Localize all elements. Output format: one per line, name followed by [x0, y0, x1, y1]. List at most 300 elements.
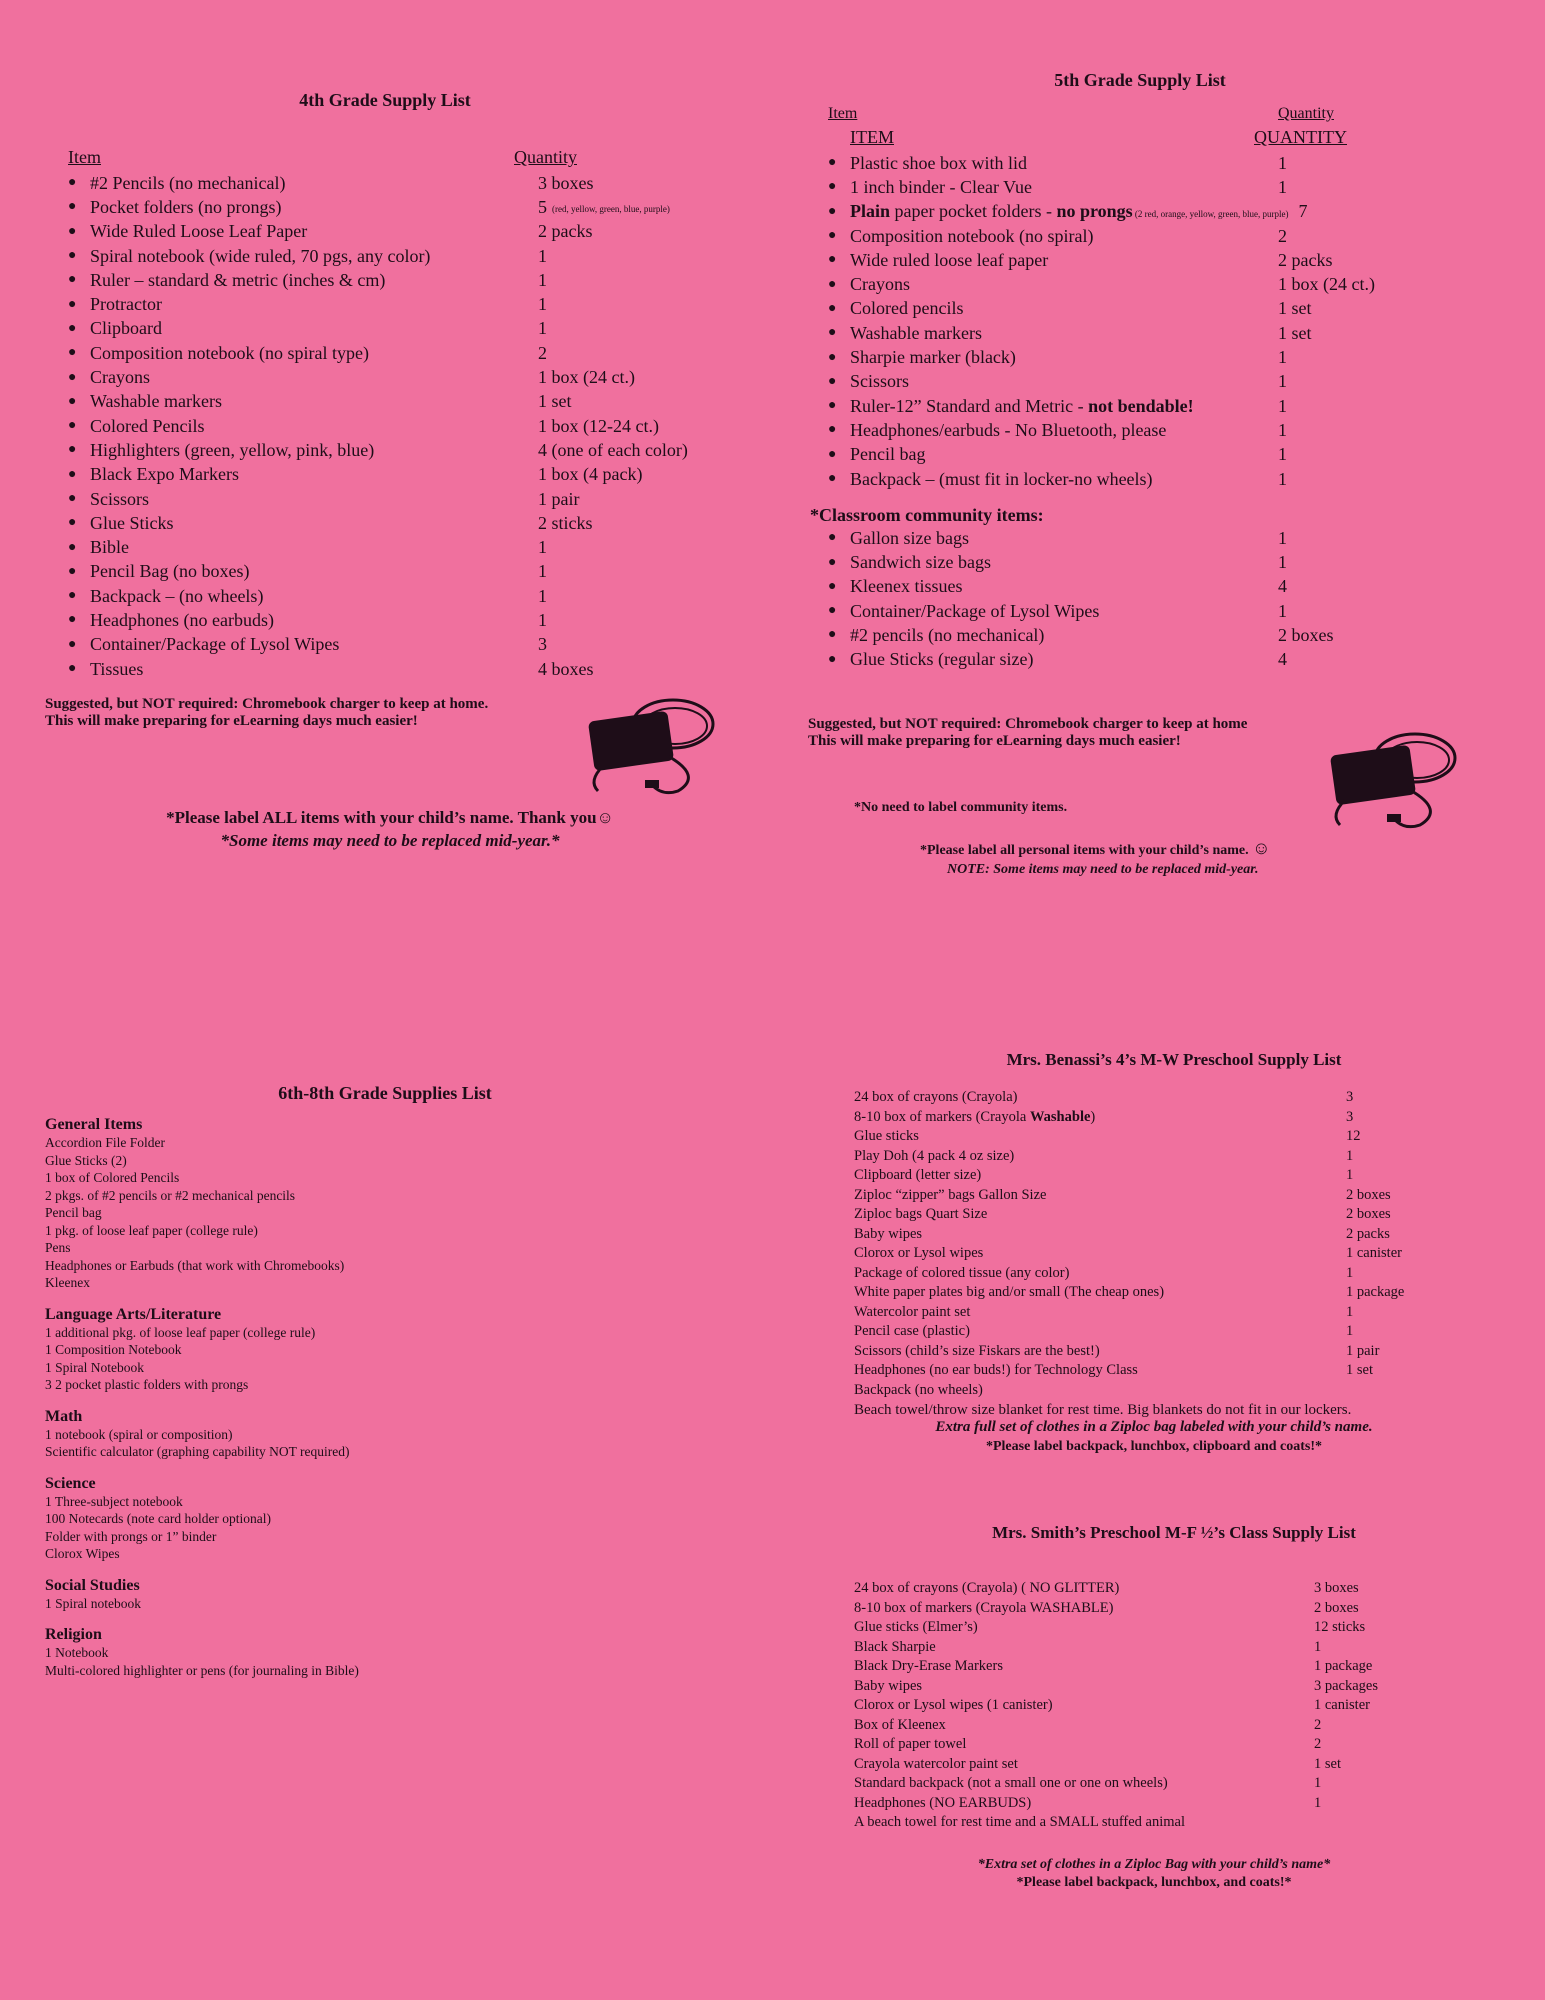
item-name [854, 1716, 1314, 1736]
item-qty: 3 packages [1314, 1677, 1379, 1694]
item-name [90, 221, 307, 242]
subject-section [45, 1408, 745, 1461]
list-item [828, 224, 1510, 248]
item-name-text: 8-10 box of markers (Crayola [854, 1108, 1030, 1125]
item-name [90, 294, 162, 315]
item-name-text: Clorox or Lysol wipes (1 canister) [854, 1697, 1053, 1714]
subject-section [45, 1577, 745, 1613]
item-name-text: Gallon size bags [850, 527, 969, 548]
item-name-text: Container/Package of Lysol Wipes [850, 600, 1100, 621]
item-name-text: #2 Pencils (no mechanical) [90, 172, 286, 193]
item-name-text: Highlighters (green, yellow, pink, blue) [90, 439, 375, 460]
item-qty: 1 [1346, 1147, 1354, 1164]
smith-table [854, 1579, 1378, 1833]
item-name-text: Headphones (no ear buds!) for Technology Class [854, 1362, 1138, 1379]
item-name-text: Ruler – standard & metric (inches & cm) [90, 269, 386, 290]
list-item [68, 487, 745, 511]
subject-item: 3 2 pocket plastic folders with prongs [45, 1377, 249, 1392]
item-qty: 1 set [538, 391, 572, 412]
item-name-text: Pencil case (plastic) [854, 1323, 970, 1340]
item-name-text: Black Sharpie [854, 1638, 936, 1655]
subject-item: Headphones or Earbuds (that work with Chromebooks) [45, 1257, 345, 1273]
item-name-text: Baby wipes [854, 1225, 923, 1242]
item-name-text: 24 box of crayons (Crayola) ( NO GLITTER) [854, 1580, 1120, 1597]
list-item [828, 526, 1510, 550]
item-name-text: Spiral notebook (wide ruled, 70 pgs, any color) [90, 245, 431, 266]
item-qty: 3 boxes [1314, 1580, 1359, 1597]
table-row [854, 1303, 1404, 1323]
item-name-text: Black Expo Markers [90, 464, 239, 485]
grade5-label-note: *Please label all personal items with your child’s name. [920, 843, 1249, 858]
bullet-icon: ● [68, 491, 77, 506]
item-qty: 1 [538, 269, 547, 290]
bullet-icon: ● [68, 515, 77, 531]
grade5-label-note-wrap [920, 838, 1271, 859]
item-qty: 1 [1278, 152, 1287, 173]
grade4-col-item: Item [68, 147, 101, 167]
bullet-icon: ● [68, 199, 77, 215]
list-item [828, 151, 1510, 175]
item-name [850, 201, 1289, 222]
item-name [850, 601, 1099, 622]
table-row [854, 1166, 1404, 1186]
bullet-icon: ● [828, 578, 837, 594]
item-name [90, 173, 285, 194]
item-name [850, 177, 1032, 198]
item-qty: 1 [538, 245, 547, 266]
item-qty: 1 [1278, 347, 1287, 368]
item-name-text: Backpack – (must fit in locker-no wheels) [850, 468, 1153, 489]
item-name-text: Ziploc bags Quart Size [854, 1206, 988, 1223]
item-name-text: Kleenex tissues [850, 576, 963, 597]
item-name-bold: no prongs [1056, 201, 1133, 222]
subject-item: 1 Spiral Notebook [45, 1359, 144, 1375]
list-item [828, 623, 1510, 647]
table-row [854, 1264, 1404, 1284]
list-item [68, 511, 745, 535]
item-qty: 1 set [1278, 322, 1312, 343]
item-name [854, 1342, 1346, 1362]
item-qty: 1 canister [1346, 1245, 1402, 1262]
bullet-icon: ● [68, 369, 77, 385]
grade5-midyear-note: NOTE: Some items may need to be replaced mid-year. [947, 862, 1259, 877]
table-row [854, 1618, 1378, 1638]
list-item [68, 244, 745, 268]
item-name [850, 625, 1044, 646]
item-qty [1346, 1381, 1404, 1401]
grade5-col-item: Item [828, 105, 858, 122]
item-qty: 1 package [1346, 1284, 1405, 1301]
item-name-text: Watercolor paint set [854, 1303, 971, 1320]
item-name-text: Ruler-12” Standard and Metric - [850, 395, 1089, 416]
subject-item: Kleenex [45, 1275, 90, 1290]
item-name-text: Baby wipes [854, 1677, 923, 1694]
item-qty: 1 [1278, 552, 1287, 573]
item-qty: 1 [1278, 600, 1287, 621]
list-item [828, 443, 1510, 467]
bullet-icon: ● [828, 155, 837, 171]
item-qty: 2 [1314, 1736, 1322, 1753]
item-name-bold: Plain [850, 201, 891, 222]
bullet-icon: ● [828, 300, 837, 316]
smith-label-note: *Please label backpack, lunchbox, and coats!* [1016, 1874, 1292, 1890]
item-name [854, 1283, 1346, 1303]
bullet-icon: ● [68, 418, 77, 434]
subject-item: 1 notebook (spiral or composition) [45, 1426, 233, 1442]
item-qty: 1 canister [1314, 1697, 1370, 1714]
table-row [854, 1696, 1378, 1716]
item-name-text: Backpack – (no wheels) [90, 585, 264, 606]
grade68-section [45, 1083, 745, 1679]
item-name [90, 440, 374, 461]
item-name [90, 246, 430, 267]
list-item [68, 365, 745, 389]
item-name-text: Washable markers [850, 322, 982, 343]
item-name [90, 270, 385, 291]
item-name-text: Sharpie marker (black) [850, 347, 1016, 368]
item-qty: 2 packs [1278, 249, 1333, 270]
item-name-text: 1 inch binder - Clear Vue [850, 176, 1033, 197]
item-name-text: Protractor [90, 294, 162, 315]
grade5-community-note: *No need to label community items. [854, 800, 1068, 815]
table-row [854, 1716, 1378, 1736]
item-qty: 2 boxes [1278, 624, 1334, 645]
item-qty: 2 packs [538, 221, 593, 242]
item-qty: 1 set [1278, 298, 1312, 319]
table-row [854, 1205, 1404, 1225]
grade4-label-note: *Please label ALL items with your child’s name. Thank you☺ [166, 808, 614, 827]
item-name-text: Scissors [90, 488, 150, 509]
item-qty: 2 boxes [1346, 1206, 1391, 1223]
item-name [854, 1774, 1314, 1794]
bullet-icon: ● [828, 325, 837, 341]
item-name [854, 1755, 1314, 1775]
chromebook-charger-icon [1325, 720, 1465, 830]
item-name [854, 1127, 1346, 1147]
grade4-suggest-line1: Suggested, but NOT required: Chromebook charger to keep at home. [45, 696, 489, 712]
bullet-icon: ● [68, 661, 77, 677]
item-name-text: Box of Kleenex [854, 1716, 946, 1733]
subject-item: 1 pkg. of loose leaf paper (college rule) [45, 1222, 258, 1238]
bullet-icon: ● [828, 422, 837, 438]
item-qty: 1 [538, 585, 547, 606]
subject-section [45, 1475, 745, 1563]
list-item [828, 394, 1510, 418]
list-item [68, 195, 745, 219]
bullet-icon: ● [68, 272, 77, 288]
list-item [828, 345, 1510, 369]
item-qty: 1 [1278, 419, 1287, 440]
list-item [68, 535, 745, 559]
item-name-text: Glue Sticks [90, 512, 174, 533]
item-qty: 2 boxes [1346, 1186, 1391, 1203]
item-qty: 5 [538, 196, 547, 217]
item-name-text: Crayons [850, 274, 910, 295]
table-row [854, 1599, 1378, 1619]
subject-item: Pens [45, 1240, 71, 1255]
item-qty: 2 [538, 342, 547, 363]
list-item [828, 599, 1510, 623]
item-name [850, 371, 909, 392]
list-item [68, 584, 745, 608]
subject-item: Scientific calculator (graphing capability NOT required) [45, 1444, 350, 1459]
list-item [828, 418, 1510, 442]
item-name-text: Plastic shoe box with lid [850, 152, 1027, 173]
item-name-text: Colored Pencils [90, 415, 205, 436]
item-name-text: Headphones/earbuds - No Bluetooth, please [850, 419, 1167, 440]
grade4-label-notes [45, 808, 735, 851]
subject-item: Glue Sticks (2) [45, 1152, 127, 1168]
item-name [854, 1579, 1314, 1599]
item-name [90, 489, 149, 510]
item-name [854, 1657, 1314, 1677]
item-name-text: Roll of paper towel [854, 1736, 967, 1753]
item-name-text: Scissors (child’s size Fiskars are the best!) [854, 1342, 1100, 1359]
smiley-icon: ☺ [1252, 838, 1271, 858]
item-name [854, 1813, 1314, 1833]
item-qty: 7 [1298, 201, 1308, 222]
item-qty: 3 [538, 634, 547, 655]
bullet-icon: ● [828, 603, 837, 619]
list-item [828, 550, 1510, 574]
bullet-icon: ● [828, 203, 837, 219]
subject-title: Language Arts/Literature [45, 1305, 222, 1323]
item-qty: 2 sticks [538, 512, 593, 533]
item-name-text: Glue sticks (Elmer’s) [854, 1619, 978, 1636]
list-item [828, 575, 1510, 599]
table-row [854, 1127, 1404, 1147]
item-qty: 1 set [1314, 1755, 1341, 1772]
item-name-text: Wide Ruled Loose Leaf Paper [90, 221, 308, 242]
item-name [854, 1638, 1314, 1658]
bullet-icon: ● [828, 373, 837, 389]
item-name [850, 396, 1194, 417]
grade5-section [810, 70, 1510, 672]
item-name-text: paper pocket folders - [890, 201, 1057, 222]
list-item [68, 390, 745, 414]
item-name [90, 610, 274, 631]
item-qty: 1 [538, 609, 547, 630]
item-qty: 3 [1346, 1108, 1354, 1125]
item-name-text: Composition notebook (no spiral type) [90, 342, 369, 363]
list-item [68, 220, 745, 244]
item-qty: 1 [1346, 1323, 1354, 1340]
item-name [850, 528, 969, 549]
item-qty: 1 [1278, 176, 1287, 197]
item-name [850, 250, 1048, 271]
list-item [68, 438, 745, 462]
item-qty: 1 [538, 318, 547, 339]
bullet-icon: ● [68, 466, 77, 482]
table-row [854, 1088, 1404, 1108]
item-qty: 1 [1346, 1264, 1354, 1281]
bullet-icon: ● [828, 349, 837, 365]
item-name-text: Sandwich size bags [850, 552, 991, 573]
grade4-col-qty: Quantity [514, 147, 577, 167]
subject-title: Math [45, 1407, 83, 1425]
bullet-icon: ● [828, 530, 837, 546]
item-name-text: Standard backpack (not a small one or one on wheels) [854, 1775, 1168, 1792]
item-qty: 1 set [1346, 1362, 1373, 1379]
bullet-icon: ● [68, 320, 77, 336]
item-qty: 1 package [1314, 1658, 1373, 1675]
table-row [854, 1677, 1378, 1697]
grade4-list [68, 171, 745, 681]
bullet-icon: ● [828, 398, 837, 414]
list-item [828, 272, 1510, 296]
item-qty: 1 box (4 pack) [538, 464, 643, 485]
subject-title: General Items [45, 1116, 143, 1133]
list-item [828, 248, 1510, 272]
table-row [854, 1638, 1378, 1658]
item-name-text: Pencil Bag (no boxes) [90, 561, 250, 582]
item-name [854, 1264, 1346, 1284]
item-name-text: Headphones (NO EARBUDS) [854, 1794, 1032, 1811]
bullet-icon: ● [828, 627, 837, 643]
item-qty: 3 [1346, 1089, 1354, 1106]
subject-section [45, 1626, 745, 1679]
bullet-icon: ● [828, 228, 837, 244]
item-name-text: White paper plates big and/or small (The cheap ones) [854, 1284, 1165, 1301]
table-row [854, 1186, 1404, 1206]
item-name-text: Clipboard [90, 318, 162, 339]
item-qty: 1 [1346, 1303, 1354, 1320]
table-row [854, 1657, 1378, 1677]
item-qty: 1 [1278, 527, 1287, 548]
item-name-text: Crayola watercolor paint set [854, 1755, 1018, 1772]
subject-item: 1 Composition Notebook [45, 1342, 182, 1357]
table-row [854, 1755, 1378, 1775]
bullet-icon: ● [68, 248, 77, 264]
item-name-text: Colored pencils [850, 298, 964, 319]
item-name [90, 513, 174, 534]
subject-item: 1 additional pkg. of loose leaf paper (college rule) [45, 1324, 316, 1340]
smith-clothes-note: *Extra set of clothes in a Ziploc Bag with your child’s name* [977, 1856, 1331, 1872]
item-name-text: Package of colored tissue (any color) [854, 1264, 1070, 1281]
item-name [854, 1166, 1346, 1186]
table-row [854, 1244, 1404, 1264]
benassi-clothes-note: Extra full set of clothes in a Ziploc bag labeled with your child’s name. [935, 1419, 1373, 1435]
item-qty-note: (red, yellow, green, blue, purple) [552, 203, 670, 214]
subject-item: 2 pkgs. of #2 pencils or #2 mechanical pencils [45, 1187, 296, 1203]
item-qty: 1 [1314, 1794, 1322, 1811]
item-name-text: Ziploc “zipper” bags Gallon Size [854, 1186, 1047, 1203]
item-name [850, 347, 1016, 368]
item-qty: 2 boxes [1314, 1599, 1359, 1616]
grade5-col-qty2: QUANTITY [1254, 127, 1347, 147]
item-name-text: Composition notebook (no spiral) [850, 225, 1094, 246]
item-qty: 1 [1278, 371, 1287, 392]
grade68-title: 6th-8th Grade Supplies List [278, 1083, 492, 1103]
table-row [854, 1322, 1404, 1342]
item-name [850, 469, 1153, 490]
list-item [68, 657, 745, 681]
bullet-icon: ● [68, 223, 77, 239]
item-qty: 4 boxes [538, 658, 594, 679]
list-item [68, 317, 745, 341]
item-name-text: Bible [90, 537, 129, 558]
bullet-icon: ● [68, 563, 77, 579]
item-name [90, 561, 249, 582]
list-item [828, 321, 1510, 345]
item-qty: 1 [1278, 444, 1287, 465]
table-row [854, 1342, 1404, 1362]
item-name-text: 24 box of crayons (Crayola) [854, 1089, 1018, 1106]
item-name [854, 1696, 1314, 1716]
item-name-text: Wide ruled loose leaf paper [850, 249, 1049, 270]
bullet-icon: ● [68, 296, 77, 312]
subject-title: Social Studies [45, 1576, 140, 1594]
item-name-text: Clorox or Lysol wipes [854, 1245, 984, 1262]
item-name [90, 537, 129, 558]
list-item [68, 463, 745, 487]
bullet-icon: ● [828, 446, 837, 462]
item-name-text: A beach towel for rest time and a SMALL stuffed animal [854, 1814, 1185, 1831]
item-qty [1314, 1813, 1378, 1833]
bullet-icon: ● [68, 175, 77, 191]
item-name [90, 586, 263, 607]
item-name-text: Pocket folders (no prongs) [90, 196, 282, 217]
item-name-note: (2 red, orange, yellow, green, blue, purple) [1132, 209, 1289, 220]
item-name-text: Glue Sticks (regular size) [850, 649, 1034, 670]
item-qty: 2 packs [1346, 1225, 1390, 1242]
grade4-suggest [45, 696, 605, 730]
item-name [90, 416, 205, 437]
smith-section [854, 1523, 1514, 1891]
item-qty: 12 sticks [1314, 1619, 1366, 1636]
item-name-text: Backpack (no wheels) [854, 1381, 983, 1398]
item-name [850, 552, 991, 573]
item-name [90, 634, 339, 655]
chromebook-charger-icon [583, 686, 723, 796]
benassi-section [854, 1050, 1514, 1455]
item-qty: 1 box (24 ct.) [1278, 274, 1375, 295]
item-name [854, 1735, 1314, 1755]
benassi-title: Mrs. Benassi’s 4’s M-W Preschool Supply List [1006, 1050, 1342, 1069]
item-name [854, 1225, 1346, 1245]
subject-item: Clorox Wipes [45, 1546, 120, 1561]
item-qty: 3 boxes [538, 172, 594, 193]
subject-section [45, 1116, 745, 1292]
grade4-suggest-line2: This will make preparing for eLearning days much easier! [45, 713, 418, 729]
item-name [90, 197, 281, 218]
item-name-text: Glue sticks [854, 1128, 919, 1145]
grade4-title: 4th Grade Supply List [299, 90, 471, 110]
item-name [90, 391, 222, 412]
item-qty: 12 [1346, 1128, 1361, 1145]
subject-item: Multi-colored highlighter or pens (for journaling in Bible) [45, 1662, 359, 1678]
bullet-icon: ● [68, 612, 77, 628]
item-name [854, 1381, 1346, 1401]
item-name [854, 1088, 1346, 1108]
item-name [90, 318, 162, 339]
grade5-col-qty: Quantity [1278, 105, 1334, 122]
item-name [854, 1361, 1346, 1381]
subject-item: Accordion File Folder [45, 1135, 165, 1150]
item-name [850, 153, 1027, 174]
item-qty: 1 [1314, 1775, 1322, 1792]
item-name [850, 226, 1093, 247]
subject-item: 100 Notecards (note card holder optional) [45, 1511, 272, 1526]
list-item [828, 648, 1510, 672]
bullet-icon: ● [828, 179, 837, 195]
item-name-text: Black Dry-Erase Markers [854, 1658, 1003, 1675]
item-name-bold: not bendable! [1088, 395, 1194, 416]
benassi-table [854, 1088, 1404, 1400]
list-item [68, 608, 745, 632]
item-name [854, 1147, 1346, 1167]
item-name-text: Washable markers [90, 391, 222, 412]
